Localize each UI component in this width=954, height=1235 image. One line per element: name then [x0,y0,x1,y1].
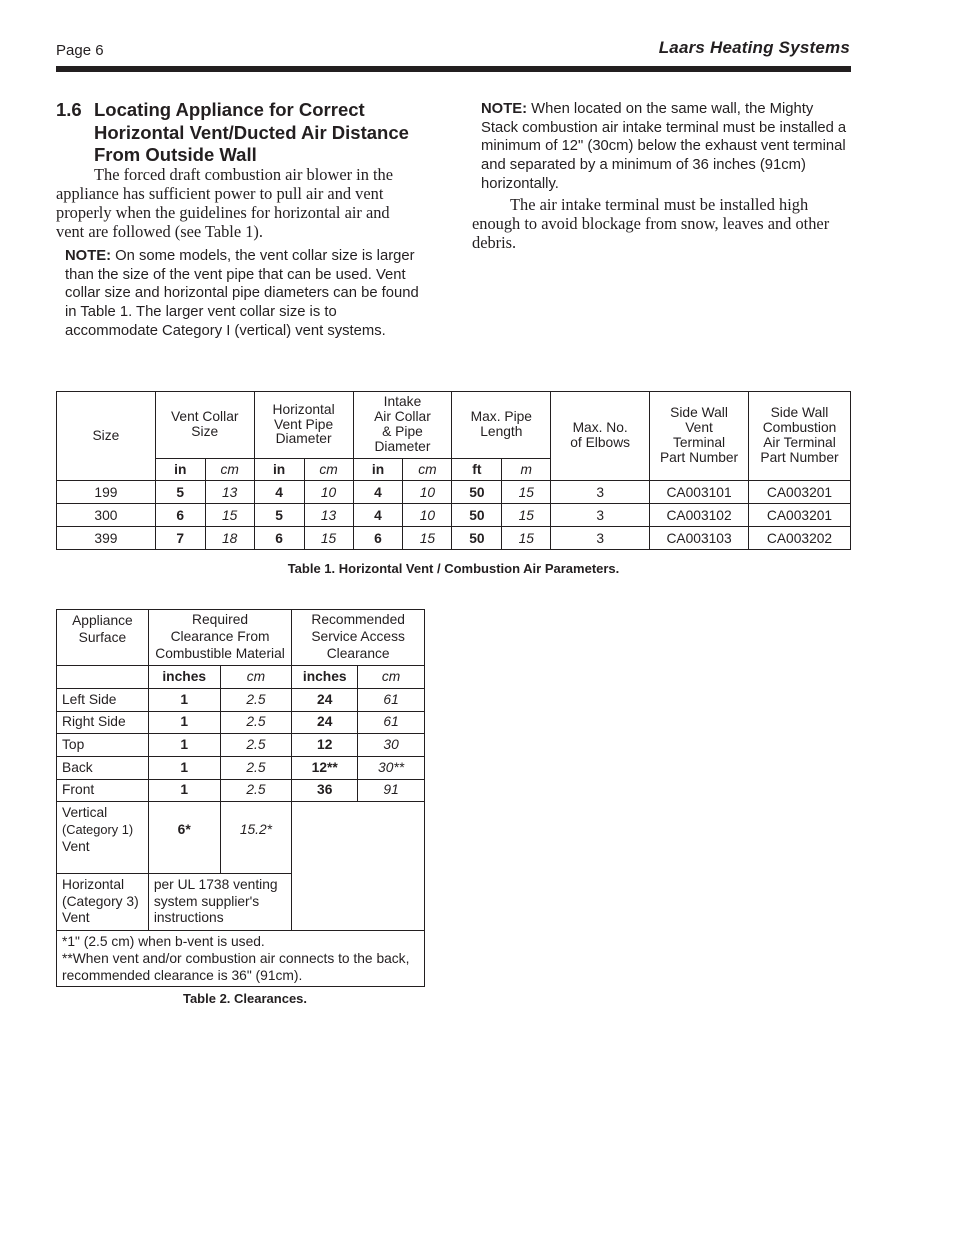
header-horizontal-vent-pipe: Horizontal Vent Pipe Diameter [254,392,353,459]
vent-parameters-table [56,391,851,550]
note-same-wall [481,100,851,194]
cell-value: 30** [358,757,425,780]
cell-elbows: 3 [551,527,650,550]
unit-m: m [502,459,551,481]
table-footnotes [57,931,425,987]
intro-paragraph: The forced draft combustion air blower in the appliance has sufficient power to pull air and vent properly when the guidelines for horizontal air and vent are followed (see Table 1). [56,165,394,241]
cell-surface: Left Side [57,689,149,712]
cell-part-number: CA003201 [749,481,851,504]
cell-value: 2.5 [220,757,292,780]
cell-size: 399 [57,527,156,550]
footnote-bvent: *1" (2.5 cm) when b-vent is used. [62,934,265,949]
cell-value: 91 [358,780,425,802]
cell-value: 50 [452,527,502,550]
cell-value: 36 [292,780,358,802]
cell-value: 10 [403,481,452,504]
vertical-line1: Vertical [62,805,108,820]
page-number: Page 6 [56,42,104,59]
cell-value: 10 [304,481,353,504]
unit-cm: cm [304,459,353,481]
table-row [57,481,851,504]
cell-value: 6 [155,504,205,527]
unit-cm: cm [358,666,425,689]
cell-value: 6* [148,802,220,874]
cell-value: 61 [358,689,425,712]
header-vent-terminal-part: Side Wall Vent Terminal Part Number [650,392,749,481]
cell-value: 5 [254,504,304,527]
header-max-pipe-length: Max. Pipe Length [452,392,551,459]
vertical-line2: (Category 1) [62,821,134,837]
table-row [57,757,425,780]
header-intake-air-collar: Intake Air Collar & Pipe Diameter [353,392,452,459]
table2-caption: Table 2. Clearances. [182,991,308,1006]
cell-elbows: 3 [551,481,650,504]
unit-in: in [155,459,205,481]
cell-surface: Back [57,757,149,780]
cell-value: 15 [403,527,452,550]
brand-title: Laars Heating Systems [658,38,850,57]
unit-in: in [254,459,304,481]
cell-value: 1 [148,780,220,802]
cell-value: 2.5 [220,689,292,712]
cell-surface-vertical [57,802,149,874]
cell-surface: Right Side [57,712,149,734]
header-appliance-surface: Appliance Surface [57,610,149,666]
cell-size: 300 [57,504,156,527]
table-row [57,780,425,802]
note-text: When located on the same wall, the Mighty Stack combustion air intake terminal must be installed a minimum of 12" (30cm) below the exhaust vent terminal and separated by a minimum of 36 inches (91cm) horizontally. [481,101,847,192]
cell-value: 13 [205,481,254,504]
cell-value: 1 [148,734,220,757]
cell-value: 4 [353,481,403,504]
cell-ul-1738: per UL 1738 venting system supplier's instructions [148,874,291,931]
header-rule [56,66,851,72]
cell-value: 15.2* [220,802,292,874]
table-row [57,527,851,550]
cell-surface: Front [57,780,149,802]
cell-value: 6 [353,527,403,550]
cell-surface-horizontal: Horizontal (Category 3) Vent [57,874,149,931]
cell-part-number: CA003101 [650,481,749,504]
unit-cm: cm [220,666,292,689]
clearances-table [56,609,425,987]
section-number: 1.6 [56,99,82,120]
note-label: NOTE: [481,101,528,117]
header-max-elbows: Max. No. of Elbows [551,392,650,481]
unit-in: in [353,459,403,481]
cell-value: 15 [502,504,551,527]
cell-value: 61 [358,712,425,734]
cell-value: 1 [148,757,220,780]
unit-cm: cm [403,459,452,481]
note-vent-collar [65,247,427,341]
cell-value: 13 [304,504,353,527]
cell-value: 1 [148,712,220,734]
table-row [57,734,425,757]
cell-value: 4 [353,504,403,527]
header-vent-collar: Vent Collar Size [155,392,254,459]
footnote-back: **When vent and/or combustion air connects to the back, recommended clearance is 36" (91cm). [62,950,410,983]
table-row [57,689,425,712]
cell-part-number: CA003102 [650,504,749,527]
cell-value: 2.5 [220,780,292,802]
cell-value: 18 [205,527,254,550]
table-row [57,712,425,734]
vertical-line3: Vent [62,838,90,854]
table1-caption: Table 1. Horizontal Vent / Combustion Air Parameters. [287,561,620,576]
cell-value: 50 [452,504,502,527]
note-text: On some models, the vent collar size is larger than the size of the vent pipe that can be used. Vent collar size and horizontal pipe diameters can be found in Table 1. The larger vent collar size is to accommodate Category I (vertical) vent systems. [65,248,419,339]
cell-value: 12** [292,757,358,780]
cell-part-number: CA003201 [749,504,851,527]
cell-value: 2.5 [220,734,292,757]
cell-size: 199 [57,481,156,504]
table-row [57,802,425,874]
cell-value: 50 [452,481,502,504]
air-intake-paragraph: The air intake terminal must be installed high enough to avoid blockage from snow, leaves and other debris. [472,195,830,252]
cell-value: 15 [205,504,254,527]
table-row [57,504,851,527]
header-size: Size [57,392,156,481]
header-air-terminal-part: Side Wall Combustion Air Terminal Part Number [749,392,851,481]
cell-value: 4 [254,481,304,504]
cell-value: 12 [292,734,358,757]
cell-value: 24 [292,689,358,712]
cell-value: 15 [502,527,551,550]
cell-value: 5 [155,481,205,504]
cell-value: 30 [358,734,425,757]
unit-ft: ft [452,459,502,481]
cell-elbows: 3 [551,504,650,527]
cell-value: 1 [148,689,220,712]
cell-value: 10 [403,504,452,527]
cell-value: 6 [254,527,304,550]
header-required-clearance: Required Clearance From Combustible Material [148,610,291,666]
note-label: NOTE: [65,248,112,264]
cell-part-number: CA003202 [749,527,851,550]
section-title: Locating Appliance for Correct Horizontal Vent/Ducted Air Distance From Outside Wall [94,99,409,165]
cell-value: 24 [292,712,358,734]
unit-inches: inches [292,666,358,689]
cell-surface: Top [57,734,149,757]
blank-cell [57,666,149,689]
unit-inches: inches [148,666,220,689]
cell-value: 15 [304,527,353,550]
cell-part-number: CA003103 [650,527,749,550]
unit-cm: cm [205,459,254,481]
cell-value: 15 [502,481,551,504]
blank-cell [292,802,425,931]
cell-value: 7 [155,527,205,550]
header-recommended-clearance: Recommended Service Access Clearance [292,610,425,666]
cell-value: 2.5 [220,712,292,734]
